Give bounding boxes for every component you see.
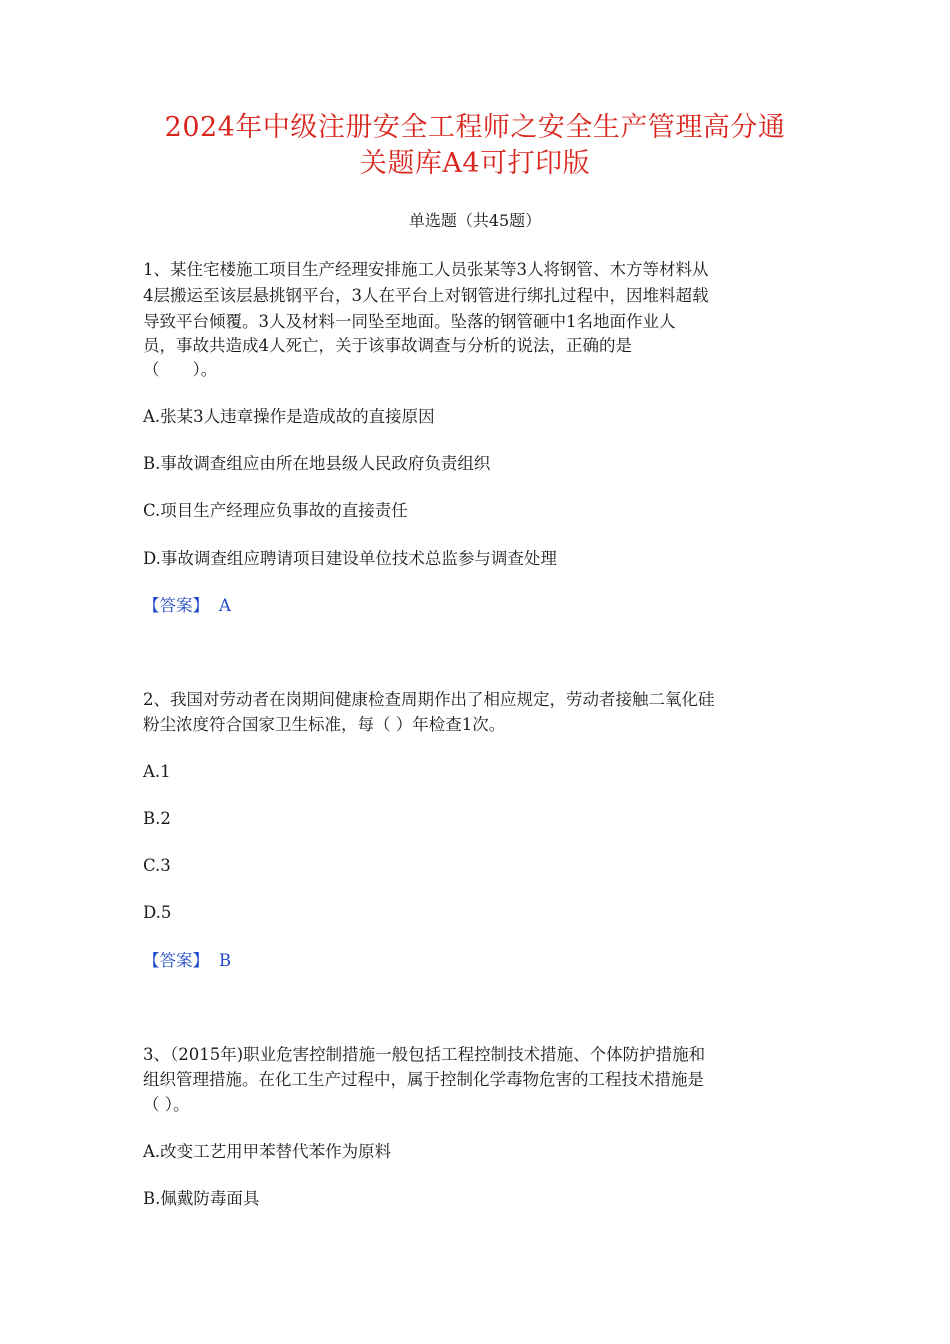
answer-value: A bbox=[219, 596, 231, 615]
question-1-option-d: D.事故调查组应聘请项目建设单位技术总监参与调查处理 bbox=[143, 549, 557, 568]
question-1-line: （ ）。 bbox=[143, 360, 218, 379]
question-1-option-a: A.张某3人违章操作是造成故的直接原因 bbox=[143, 407, 435, 426]
question-2-option-b: B.2 bbox=[143, 809, 171, 828]
question-1-line: 员，事故共造成4人死亡，关于该事故调查与分析的说法，正确的是 bbox=[143, 336, 632, 355]
question-1-line: 1、某住宅楼施工项目生产经理安排施工人员张某等3人将钢管、木方等材料从 bbox=[143, 260, 709, 279]
question-2-line: 2、我国对劳动者在岗期间健康检查周期作出了相应规定，劳动者接触二氧化硅 bbox=[143, 690, 715, 709]
answer-label: 【答案】 bbox=[143, 951, 209, 970]
question-2-option-c: C.3 bbox=[143, 856, 171, 875]
question-3-option-a: A.改变工艺用甲苯替代苯作为原料 bbox=[143, 1142, 392, 1161]
question-2-option-a: A.1 bbox=[143, 762, 171, 781]
question-3-line: 组织管理措施。在化工生产过程中，属于控制化学毒物危害的工程技术措施是 bbox=[143, 1070, 704, 1089]
question-2-answer bbox=[143, 949, 231, 973]
answer-label: 【答案】 bbox=[143, 596, 209, 615]
question-2-option-d: D.5 bbox=[143, 903, 172, 922]
question-1-line: 导致平台倾覆。3人及材料一同坠至地面。坠落的钢管砸中1名地面作业人 bbox=[143, 312, 676, 331]
question-3-line: 3、（2015年)职业危害控制措施一般包括工程控制技术措施、个体防护措施和 bbox=[143, 1045, 706, 1064]
document-title-line2: 关题库A4可打印版 bbox=[359, 148, 591, 179]
question-3-line: （ ）。 bbox=[143, 1095, 190, 1114]
question-1-answer bbox=[143, 594, 231, 618]
question-3-option-b: B.佩戴防毒面具 bbox=[143, 1189, 260, 1208]
answer-value: B bbox=[219, 951, 232, 970]
question-2-line: 粉尘浓度符合国家卫生标准，每（ ）年检查1次。 bbox=[143, 715, 506, 734]
document-title-line1: 2024年中级注册安全工程师之安全生产管理高分通 bbox=[164, 112, 786, 143]
section-heading: 单选题（共45题） bbox=[408, 211, 542, 230]
question-1-line: 4层搬运至该层悬挑钢平台，3人在平台上对钢管进行绑扎过程中，因堆料超载 bbox=[143, 286, 709, 305]
question-1-option-b: B.事故调查组应由所在地县级人民政府负责组织 bbox=[143, 454, 491, 473]
question-1-option-c: C.项目生产经理应负事故的直接责任 bbox=[143, 501, 408, 520]
